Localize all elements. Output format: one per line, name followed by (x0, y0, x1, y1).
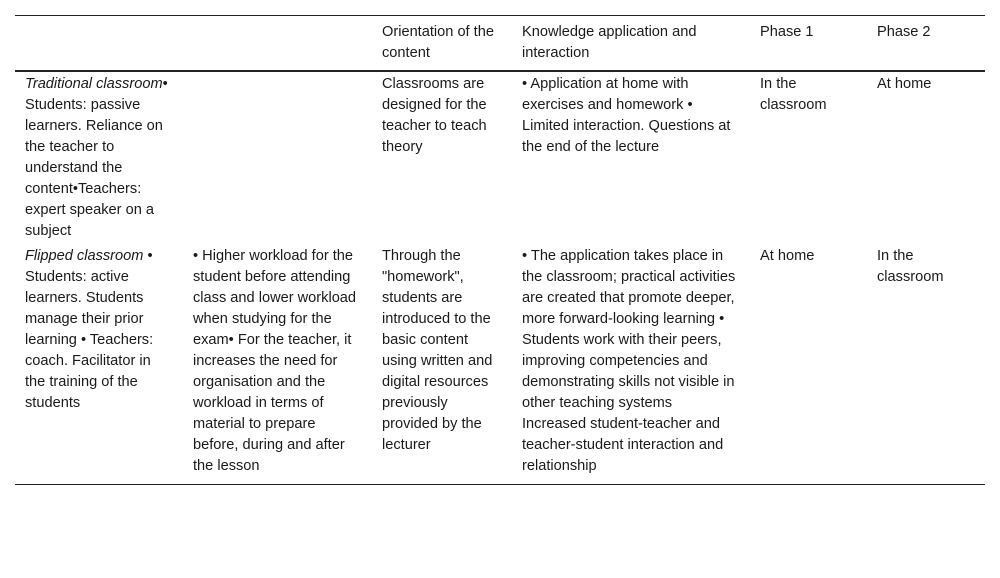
table-row-traditional (15, 71, 985, 244)
comparison-table (15, 15, 985, 485)
header-row (15, 16, 985, 72)
cell-workload: • Higher workload for the student before attending class and lower workload when studying for the exam• For the teacher, it increases the need for organisation and the workload in terms of material to prepare before, during and after the lesson (193, 248, 357, 474)
header-cell-model (15, 16, 183, 72)
table-body (15, 71, 985, 485)
cell-orientation: Through the "homework", students are introduced to the basic content using written and digital resources previously provided by the lecturer (382, 248, 493, 453)
model-name: Flipped classroom (25, 248, 144, 264)
header-cell-phase1: Phase 1 (760, 24, 814, 40)
model-name: Traditional classroom (25, 76, 163, 92)
header-cell-orientation: Orientation of the content (382, 24, 494, 61)
cell-workload (183, 71, 372, 244)
cell-phase2: In the classroom (877, 248, 944, 285)
cell-application: • The application takes place in the classroom; practical activities are created that promote deeper, more forward-looking learning • Students work with their peers, improving competencies and demonstrating skills not visible in other teaching systems Increased student-teacher and teacher-student interaction and relationship (522, 248, 736, 474)
header-cell-application: Knowledge application and interaction (522, 24, 697, 61)
header-cell-workload (183, 16, 372, 72)
table-row-flipped (15, 244, 985, 485)
cell-phase1: In the classroom (760, 76, 827, 113)
cell-orientation: Classrooms are designed for the teacher to teach theory (382, 76, 487, 155)
cell-model (15, 71, 183, 244)
model-description: • Students: passive learners. Reliance on the teacher to understand the content•Teachers: expert speaker on a subject (25, 76, 168, 239)
cell-phase2: At home (877, 76, 932, 92)
header-cell-phase2: Phase 2 (877, 24, 931, 40)
cell-phase1: At home (760, 248, 815, 264)
cell-application: • Application at home with exercises and homework • Limited interaction. Questions at the end of the lecture (522, 76, 731, 155)
model-description: • Students: active learners. Students manage their prior learning • Teachers: coach. Facilitator in the training of the students (25, 248, 154, 411)
table-header (15, 16, 985, 72)
cell-model (15, 244, 183, 485)
